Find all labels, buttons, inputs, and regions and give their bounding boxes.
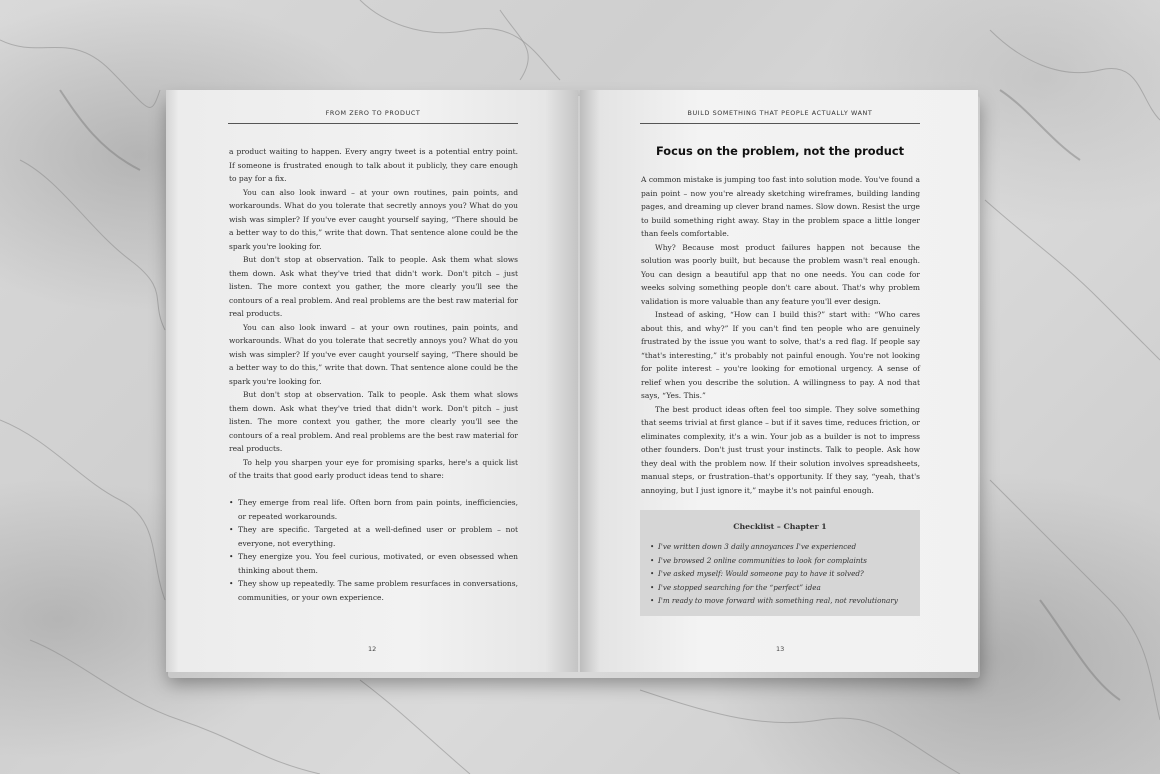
- paragraph: But don't stop at observation. Talk to people. Ask them what slows them down. Ask what they've tried that didn't work. Don't pitch – just listen. The more context you gather, the more clearly you'll see the contours of a real problem. And real problems are the best raw material for real products.: [229, 390, 518, 453]
- paragraph: You can also look inward – at your own routines, pain points, and workarounds. What do you tolerate that secretly annoys you? What do you wish was simpler? If you've ever caught yourself saying, “There should be a better way to do this,” write that down. That sentence alone could be the spark you're looking for.: [229, 187, 518, 251]
- section-heading: Focus on the problem, not the product: [655, 144, 905, 158]
- checklist-item: • I've browsed 2 online communities to look for complaints: [650, 554, 912, 568]
- checklist-item: • I've asked myself: Would someone pay to have it solved?: [650, 567, 912, 581]
- page-number: 12: [368, 645, 377, 653]
- checklist-item: • I'm ready to move forward with something real, not revolutionary: [650, 594, 912, 608]
- left-page: [166, 90, 578, 672]
- paragraph: The best product ideas often feel too simple. They solve something that seems trivial at first glance – but if it saves time, reduces friction, or eliminates complexity, it's a win. Your job as a builder is not to impress other founders. Don't just trust your instincts. Talk to people. Ask how they deal with the problem now. If their solution involves spreadsheets, manual steps, or frustration–that's opportunity. If they say, “yeah, that's annoying, but I just ignore it,” maybe it's not painful enough.: [641, 404, 920, 495]
- paragraph: To help you sharpen your eye for promising sparks, here's a quick list of the traits that good early product ideas tend to share:: [229, 457, 518, 480]
- header-rule: [640, 123, 920, 124]
- checklist-title: Checklist – Chapter 1: [733, 522, 827, 531]
- list-item: • They are specific. Targeted at a well-defined user or problem – not everyone, not everything.: [229, 523, 518, 550]
- paragraph: Instead of asking, “How can I build this?” start with: “Who cares about this, and why?” If you can't find ten people who are genuinely frustrated by the issue you want to solve, that's a red flag. If people say “that's interesting,” it's probably not painful enough. You're not looking for polite interest – you're looking for emotional urgency. A sense of relief when you describe the solution. A willingness to pay. A nod that says, “Yes. This.”: [641, 310, 920, 400]
- bullet-list: [229, 496, 518, 604]
- paragraph: But don't stop at observation. Talk to people. Ask them what slows them down. Ask what they've tried that didn't work. Don't pitch – just listen. The more context you gather, the more clearly you'll see the contours of a real problem. And real problems are the best raw material for real products.: [229, 255, 518, 318]
- paragraph: Why? Because most product failures happen not because the solution was poorly built, but because the problem wasn't real enough. You can design a beautiful app that no one needs. You can code for weeks solving something people don't care about. That's why problem validation is more valuable than any feature you'll ever design.: [641, 242, 920, 306]
- paragraph: You can also look inward – at your own routines, pain points, and workarounds. What do you tolerate that secretly annoys you? What do you wish was simpler? If you've ever caught yourself saying, “There should be a better way to do this,” write that down. That sentence alone could be the spark you're looking for.: [229, 322, 518, 386]
- checklist-box: [640, 510, 920, 616]
- list-item: • They show up repeatedly. The same problem resurfaces in conversations, communities, or your own experience.: [229, 577, 518, 604]
- checklist-item: • I've written down 3 daily annoyances I've experienced: [650, 540, 912, 554]
- body-text: [641, 173, 920, 497]
- list-item: • They energize you. You feel curious, motivated, or even obsessed when thinking about them.: [229, 550, 518, 577]
- right-page: [580, 90, 978, 672]
- header-rule: [228, 123, 518, 124]
- running-head: BUILD SOMETHING THAT PEOPLE ACTUALLY WANT: [687, 109, 873, 117]
- running-head: FROM ZERO TO PRODUCT: [325, 109, 421, 117]
- checklist-items: [650, 540, 912, 608]
- paragraph: A common mistake is jumping too fast into solution mode. You've found a pain point – now you're already sketching wireframes, building landing pages, and dreaming up clever brand names. Slow down. Resist the urge to build something right away. Stay in the problem space a little longer than feels comfortable.: [641, 175, 920, 238]
- checklist-item: • I've stopped searching for the “perfect” idea: [650, 581, 912, 595]
- body-text: [229, 145, 518, 604]
- paragraph: a product waiting to happen. Every angry tweet is a potential entry point. If someone is frustrated enough to talk about it publicly, they care enough to pay for a fix.: [229, 147, 518, 183]
- page-number: 13: [776, 645, 785, 653]
- list-item: • They emerge from real life. Often born from pain points, inefficiencies, or repeated workarounds.: [229, 496, 518, 523]
